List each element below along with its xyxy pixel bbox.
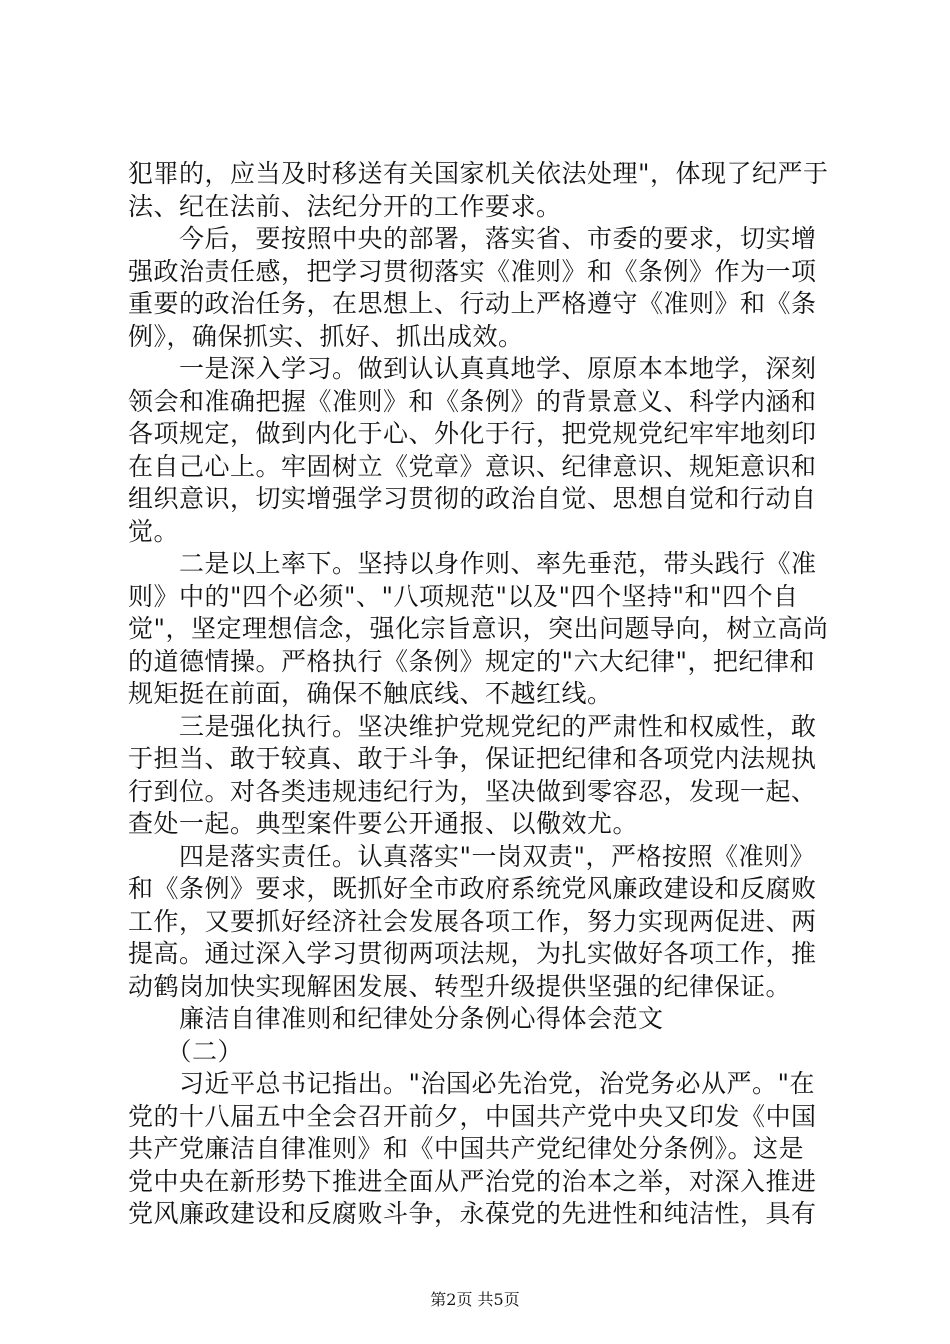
text-line: 共产党廉洁自律准则》和《中国共产党纪律处分条例》。这是: [128, 1134, 805, 1163]
text-line: 行到位。对各类违规违纪行为，坚决做到零容忍，发现一起、: [128, 776, 817, 806]
text-line: 二是以上率下。坚持以身作则、率先垂范，带头践行《准: [128, 549, 817, 578]
text-line: 工作，又要抓好经济社会发展各项工作，努力实现两促进、两: [128, 906, 817, 936]
document-body: [128, 158, 828, 1231]
text-line: 规矩挺在前面，确保不触底线、不越红线。: [128, 679, 613, 708]
page-footer: 第2页 共5页: [430, 1290, 520, 1309]
text-line: 领会和准确把握《准则》和《条例》的背景意义、科学内涵和: [128, 386, 817, 416]
text-line: 查处一起。典型案件要公开通报、以儆效尤。: [128, 809, 639, 838]
text-line: 党的十八届五中全会召开前夕，中国共产党中央又印发《中国: [128, 1101, 817, 1131]
text-line: 的道德情操。严格执行《条例》规定的"六大纪律"，把纪律和: [128, 646, 816, 676]
text-line: （二）: [128, 1036, 244, 1066]
text-line: 法、纪在法前、法纪分开的工作要求。: [128, 191, 562, 221]
text-line: 党风廉政建设和反腐败斗争，永葆党的先进性和纯洁性，具有: [128, 1199, 817, 1228]
text-line: 四是落实责任。认真落实"一岗双责"，严格按照《准则》: [128, 841, 816, 871]
text-line: 动鹤岗加快实现解困发展、转型升级提供坚强的纪律保证。: [128, 971, 792, 1001]
text-line: 各项规定，做到内化于心、外化于行，把党规党纪牢牢地刻印: [128, 419, 817, 448]
text-line: 廉洁自律准则和纪律处分条例心得体会范文: [128, 1004, 664, 1033]
text-line: 组织意识，切实增强学习贯彻的政治自觉、思想自觉和行动自: [128, 484, 817, 513]
text-line: 重要的政治任务，在思想上、行动上严格遵守《准则》和《条: [128, 289, 817, 318]
text-line: 习近平总书记指出。"治国必先治党，治党务必从严。"在: [128, 1069, 816, 1098]
text-line: 三是强化执行。坚决维护党规党纪的严肃性和权威性，敢: [128, 711, 817, 741]
text-line: 于担当、敢于较真、敢于斗争，保证把纪律和各项党内法规执: [128, 744, 817, 773]
text-line: 犯罪的，应当及时移送有关国家机关依法处理"，体现了纪严于: [128, 159, 829, 188]
text-line: 在自己心上。牢固树立《党章》意识、纪律意识、规矩意识和: [128, 451, 817, 481]
text-line: 觉。: [128, 516, 180, 546]
text-line: 觉"，坚定理想信念，强化宗旨意识，突出问题导向，树立高尚: [128, 614, 829, 643]
text-line: 一是深入学习。做到认认真真地学、原原本本地学，深刻: [128, 354, 817, 383]
text-line: 则》中的"四个必须"、"八项规范"以及"四个坚持"和"四个自: [128, 581, 799, 611]
text-line: 党中央在新形势下推进全面从严治党的治本之举，对深入推进: [128, 1166, 817, 1196]
text-line: 例》，确保抓实、抓好、抓出成效。: [128, 321, 524, 351]
text-line: 强政治责任感，把学习贯彻落实《准则》和《条例》作为一项: [128, 256, 817, 286]
text-line: 和《条例》要求，既抓好全市政府系统党风廉政建设和反腐败: [128, 874, 817, 903]
text-line: 今后，要按照中央的部署，落实省、市委的要求，切实增: [128, 224, 817, 253]
text-line: 提高。通过深入学习贯彻两项法规，为扎实做好各项工作，推: [128, 939, 817, 968]
